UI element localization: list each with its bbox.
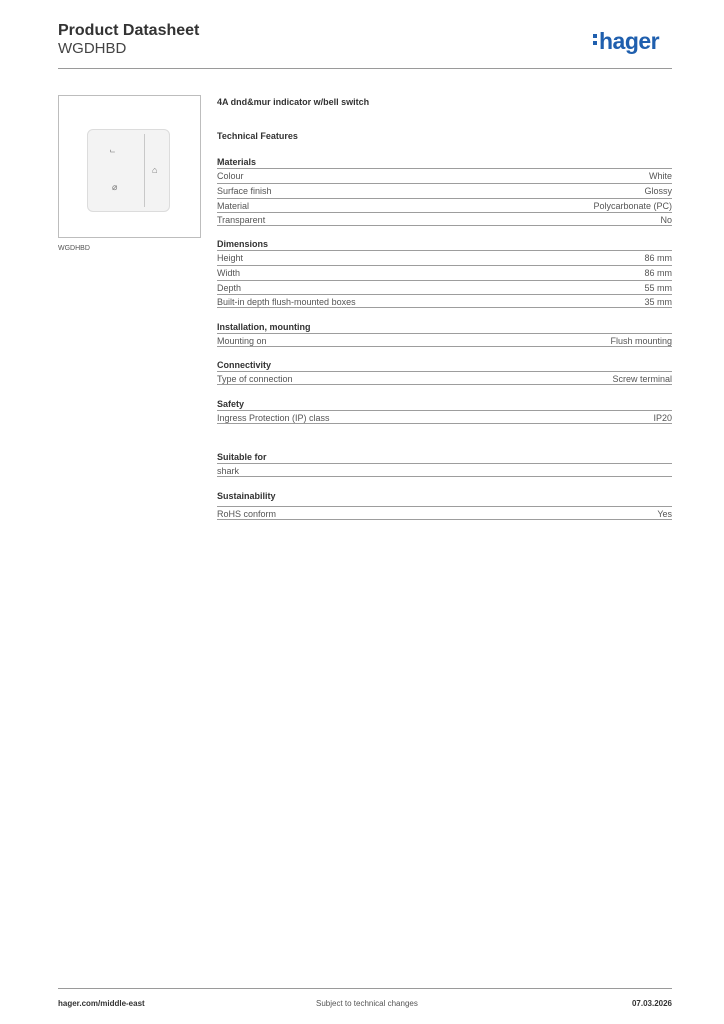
spec-row (217, 250, 672, 264)
spec-row (217, 506, 672, 520)
spec-label: Transparent (217, 215, 266, 225)
spec-row (217, 410, 672, 424)
spec-row (217, 198, 672, 212)
section-title-connectivity: Connectivity (217, 360, 272, 370)
page-title: Product Datasheet (58, 22, 200, 39)
spec-value: Yes (657, 509, 672, 519)
logo-dots-icon (593, 31, 599, 48)
spec-value: 55 mm (644, 283, 672, 293)
spec-label: Colour (217, 171, 244, 181)
spec-row (217, 294, 672, 308)
spec-label: Height (217, 253, 244, 263)
spec-value: 86 mm (644, 253, 672, 263)
spec-row (217, 333, 672, 347)
footer-disclaimer: Subject to technical changes (316, 999, 418, 1008)
spec-label: Depth (217, 283, 242, 293)
spec-label: Ingress Protection (IP) class (217, 413, 330, 423)
spec-value: 35 mm (644, 297, 672, 307)
section-title-dimensions: Dimensions (217, 239, 269, 249)
no-disturb-icon: ⌀ (112, 182, 118, 192)
image-caption: WGDHBD (58, 245, 90, 252)
spec-row (217, 212, 672, 226)
spec-value: IP20 (653, 413, 672, 423)
switch-plate (87, 129, 170, 212)
section-title-sustainability: Sustainability (217, 491, 276, 501)
spec-label: RoHS conform (217, 509, 277, 519)
footer-divider (58, 988, 672, 989)
bell-icon: ⌂ (152, 165, 158, 175)
spec-label: Mounting on (217, 336, 267, 346)
footer-date: 07.03.2026 (631, 999, 672, 1008)
section-title-safety: Safety (217, 399, 245, 409)
spec-label: Built-in depth flush-mounted boxes (217, 297, 356, 307)
section-title-materials: Materials (217, 157, 257, 167)
spec-row (217, 183, 672, 197)
spec-label: Material (217, 201, 250, 211)
technical-features-title: Technical Features (217, 131, 298, 141)
spec-row (217, 265, 672, 279)
spec-value: 86 mm (644, 268, 672, 278)
logo-text: hager (599, 28, 660, 54)
section-title-installation: Installation, mounting (217, 322, 311, 332)
spec-label: shark (217, 466, 240, 476)
spec-label: Surface finish (217, 186, 272, 196)
spec-label: Type of connection (217, 374, 293, 384)
header-divider (58, 68, 672, 69)
spec-row (217, 371, 672, 385)
spec-value: Flush mounting (610, 336, 672, 346)
product-code: WGDHBD (58, 40, 127, 57)
spec-value: White (648, 171, 672, 181)
spec-value: Screw terminal (612, 374, 672, 384)
spec-row (217, 168, 672, 182)
spec-value: No (660, 215, 672, 225)
spec-value: Polycarbonate (PC) (593, 201, 672, 211)
product-name: 4A dnd&mur indicator w/bell switch (217, 97, 370, 107)
spec-label: Width (217, 268, 241, 278)
spec-value: Glossy (644, 186, 672, 196)
footer-website-link[interactable]: hager.com/middle-east (58, 999, 145, 1008)
spec-row (217, 463, 672, 477)
rocker-divider (144, 134, 145, 207)
spec-row (217, 280, 672, 294)
broom-icon: ⨽ (110, 145, 116, 155)
section-title-suitable-for: Suitable for (217, 452, 267, 462)
product-image (58, 95, 201, 238)
hager-logo (593, 28, 659, 55)
